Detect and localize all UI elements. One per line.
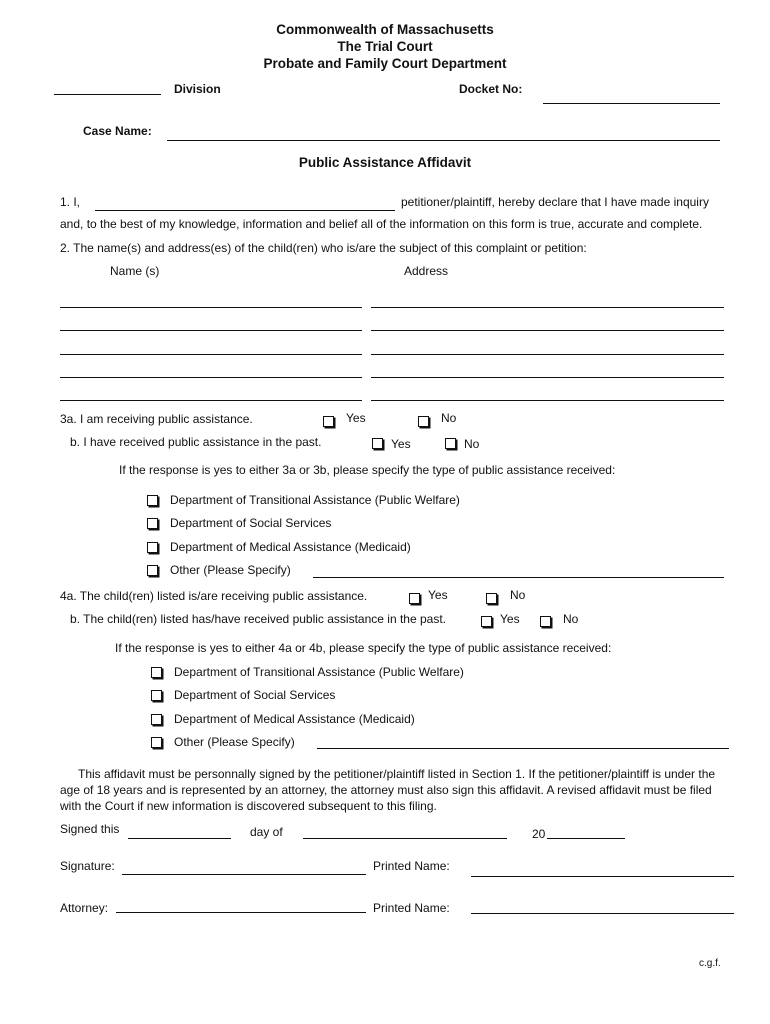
child-name-field-2[interactable] xyxy=(60,330,362,331)
section4-option-dta-checkbox[interactable] xyxy=(151,667,162,678)
docket-label: Docket No: xyxy=(459,82,523,96)
signed-this-label: Signed this xyxy=(60,822,120,836)
section1-suffix: petitioner/plaintiff, hereby declare that I have made inquiry xyxy=(401,195,709,209)
division-label: Division xyxy=(174,82,221,96)
section4a-yes-label: Yes xyxy=(428,588,448,602)
section4a-text: 4a. The child(ren) listed is/are receiving public assistance. xyxy=(60,589,368,603)
section4a-yes-checkbox[interactable] xyxy=(409,593,420,604)
child-address-field-1[interactable] xyxy=(371,307,724,308)
child-address-field-5[interactable] xyxy=(371,400,724,401)
attorney-label: Attorney: xyxy=(60,901,109,915)
section4-option-other-checkbox[interactable] xyxy=(151,737,162,748)
section3b-yes-label: Yes xyxy=(391,437,411,451)
header-trial-court: The Trial Court xyxy=(337,39,433,54)
section4-option-medicaid-label: Department of Medical Assistance (Medicaid) xyxy=(174,712,415,726)
signed-month-field[interactable] xyxy=(303,838,507,839)
section4b-text: b. The child(ren) listed has/have received public assistance in the past. xyxy=(70,612,446,626)
attorney-signature-field[interactable] xyxy=(116,912,366,913)
section4-option-medicaid-checkbox[interactable] xyxy=(151,714,162,725)
signature-field[interactable] xyxy=(122,874,366,875)
signed-day-field[interactable] xyxy=(128,838,231,839)
form-title: Public Assistance Affidavit xyxy=(298,155,472,170)
header-court-name: Commonwealth of Massachusetts xyxy=(276,22,494,37)
attorney-printed-name-field[interactable] xyxy=(471,913,734,914)
child-name-field-1[interactable] xyxy=(60,307,362,308)
child-name-field-4[interactable] xyxy=(60,377,362,378)
petitioner-name-field[interactable] xyxy=(95,210,395,211)
section1-declaration: and, to the best of my knowledge, information and belief all of the information on this form is true, accurate and complete. xyxy=(60,217,703,231)
docket-field[interactable] xyxy=(543,103,720,104)
section4b-no-label: No xyxy=(563,612,579,626)
signature-printed-name-field[interactable] xyxy=(471,876,734,877)
footer-initials: c.g.f. xyxy=(699,958,721,969)
section4b-no-checkbox[interactable] xyxy=(540,616,551,627)
child-address-field-2[interactable] xyxy=(371,330,724,331)
section3b-no-checkbox[interactable] xyxy=(445,438,456,449)
section3-option-dta-label: Department of Transitional Assistance (Public Welfare) xyxy=(170,493,460,507)
section1-prefix: 1. I, xyxy=(60,195,81,209)
section3a-no-label: No xyxy=(441,411,457,425)
section3-option-dta-checkbox[interactable] xyxy=(147,495,158,506)
section3-option-other-checkbox[interactable] xyxy=(147,565,158,576)
attorney-printed-name-label: Printed Name: xyxy=(373,901,450,915)
section4-option-other-label: Other (Please Specify) xyxy=(174,735,295,749)
section4b-yes-label: Yes xyxy=(500,612,520,626)
section4-instruction: If the response is yes to either 4a or 4b, please specify the type of public assistance received: xyxy=(115,641,612,655)
section4a-no-label: No xyxy=(510,588,526,602)
section3-instruction: If the response is yes to either 3a or 3b, please specify the type of public assistance received: xyxy=(119,463,616,477)
section3-option-dss-checkbox[interactable] xyxy=(147,518,158,529)
division-field[interactable] xyxy=(54,94,161,95)
section3-other-specify-field[interactable] xyxy=(313,577,724,578)
section4-option-dss-label: Department of Social Services xyxy=(174,688,336,702)
section3b-text: b. I have received public assistance in the past. xyxy=(70,435,322,449)
section3a-no-checkbox[interactable] xyxy=(418,416,429,427)
child-name-field-5[interactable] xyxy=(60,400,362,401)
section3a-text: 3a. I am receiving public assistance. xyxy=(60,412,253,426)
child-address-field-3[interactable] xyxy=(371,354,724,355)
address-column-header: Address xyxy=(404,264,449,278)
year-prefix-label: 20 xyxy=(532,827,546,841)
case-name-field[interactable] xyxy=(167,140,720,141)
section4-option-dss-checkbox[interactable] xyxy=(151,690,162,701)
section3-option-medicaid-label: Department of Medical Assistance (Medicaid) xyxy=(170,540,411,554)
section4a-no-checkbox[interactable] xyxy=(486,593,497,604)
case-name-label: Case Name: xyxy=(83,124,152,138)
section4-option-dta-label: Department of Transitional Assistance (Public Welfare) xyxy=(174,665,464,679)
section3-option-dss-label: Department of Social Services xyxy=(170,516,332,530)
section3a-yes-checkbox[interactable] xyxy=(323,416,334,427)
section4b-yes-checkbox[interactable] xyxy=(481,616,492,627)
child-address-field-4[interactable] xyxy=(371,377,724,378)
signed-year-field[interactable] xyxy=(547,838,625,839)
section3b-no-label: No xyxy=(464,437,480,451)
signature-label: Signature: xyxy=(60,859,115,873)
signature-printed-name-label: Printed Name: xyxy=(373,859,450,873)
section3-option-medicaid-checkbox[interactable] xyxy=(147,542,158,553)
section2-text: 2. The name(s) and address(es) of the child(ren) who is/are the subject of this complaint or petition: xyxy=(60,241,587,255)
child-name-field-3[interactable] xyxy=(60,354,362,355)
section3a-yes-label: Yes xyxy=(346,411,366,425)
section3b-yes-checkbox[interactable] xyxy=(372,438,383,449)
section4-other-specify-field[interactable] xyxy=(317,748,729,749)
header-department: Probate and Family Court Department xyxy=(263,56,507,71)
day-of-label: day of xyxy=(250,825,283,839)
name-column-header: Name (s) xyxy=(110,264,160,278)
section3-option-other-label: Other (Please Specify) xyxy=(170,563,291,577)
affidavit-notice: This affidavit must be personnally signed by the petitioner/plaintiff listed in Section 1. If the petitioner/plaintiff is under the age of 18 years and is represented by an attorney, the attorney must also sign this affidavit. A revised affidavit must be filed with the Court if new information is discovered subsequent to this filing. xyxy=(60,767,716,813)
